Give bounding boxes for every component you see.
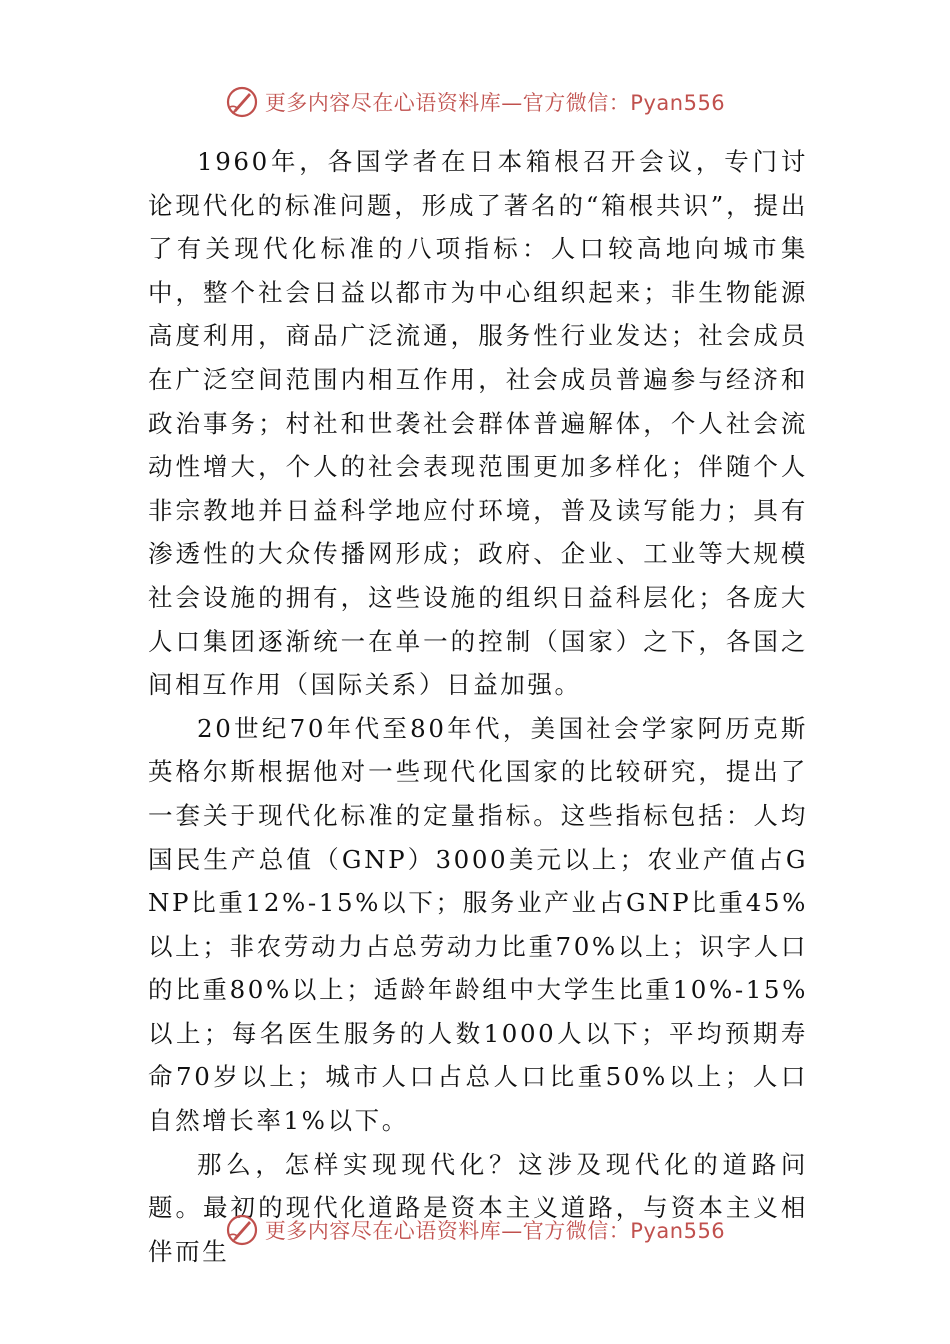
footer-banner-text: 更多内容尽在心语资料库—官方微信：Pyan556	[264, 1219, 726, 1243]
quill-pen-logo-icon	[225, 1213, 259, 1247]
paragraph-hakone-consensus: 1960年，各国学者在日本箱根召开会议，专门讨论现代化的标准问题，形成了著名的“箱根共识”，提出了有关现代化标准的八项指标：人口较高地向城市集中，整个社会日益以都市为中心组织起来；非生物能源高度利用，商品广泛流通，服务性行业发达；社会成员在广泛空间范围内相互作用，社会成员普遍参与经济和政治事务；村社和世袭社会群体普遍解体，个人社会流动性增大，个人的社会表现范围更加多样化；伴随个人非宗教地并日益科学地应付环境，普及读写能力；具有渗透性的大众传播网形成；政府、企业、工业等大规模社会设施的拥有，这些设施的组织日益科层化；各庞大人口集团逐渐统一在单一的控制（国家）之下，各国之间相互作用（国际关系）日益加强。	[148, 147, 808, 700]
header-banner	[0, 82, 950, 122]
header-banner-text: 更多内容尽在心语资料库—官方微信：Pyan556	[264, 91, 726, 115]
footer-banner	[0, 1210, 950, 1250]
document-body	[148, 140, 808, 1273]
quill-pen-logo-icon	[225, 85, 259, 119]
paragraph-inkeles-indicators: 20世纪70年代至80年代，美国社会学家阿历克斯英格尔斯根据他对一些现代化国家的比较研究，提出了一套关于现代化标准的定量指标。这些指标包括：人均国民生产总值（GNP）3000美元以上；农业产值占GNP比重12%-15%以下；服务业产业占GNP比重45%以上；非农劳动力占总劳动力比重70%以上；识字人口的比重80%以上；适龄年龄组中大学生比重10%-15%以上；每名医生服务的人数1000人以下；平均预期寿命70岁以上；城市人口占总人口比重50%以上；人口自然增长率1%以下。	[148, 713, 808, 1136]
paragraph-modernization-path: 那么，怎样实现现代化？这涉及现代化的道路问题。最初的现代化道路是资本主义道路，与资本主义相伴而生	[148, 1149, 808, 1266]
